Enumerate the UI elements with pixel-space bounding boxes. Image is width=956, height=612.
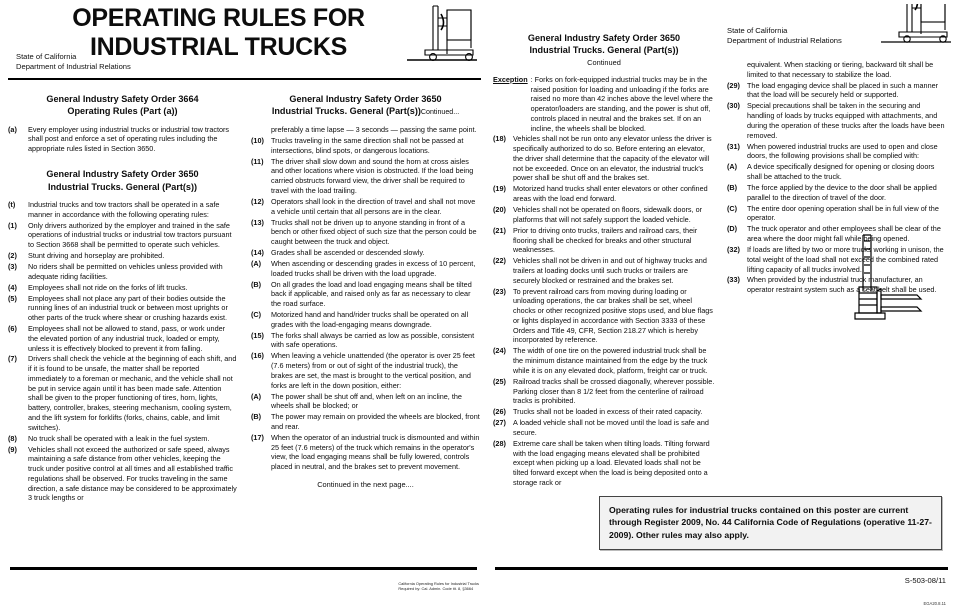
forklift-illustration-icon <box>851 229 937 333</box>
footnote-line-1: California Operating Rules for Industrial Trucks <box>398 580 479 586</box>
rule-label: (6) <box>8 324 17 333</box>
rule-label: (A) <box>251 258 262 268</box>
heading-continued: Continued... <box>420 108 460 117</box>
rule-text: Employees shall not ride on the forks of lift trucks. <box>28 282 188 292</box>
rule-item <box>493 134 715 183</box>
rule-text: The load engaging device shall be placed in such a manner that the load will be securely held or supported. <box>747 80 939 100</box>
rule-text: Extreme care shall be taken when tilting loads. Tilting forward with the load engaging means elevated shall be prohibited except when picking up a load. Elevated loads shall not be tilted forward except when the load is being deposited onto a storage rack or <box>513 438 710 487</box>
rule-item <box>8 294 237 323</box>
rule-text: Special precautions shall be taken in the securing and handling of loads by trucks equipped with attachments, and during the operation of these trucks after the loads have been removed. <box>747 101 945 140</box>
poster-page-right <box>487 0 956 612</box>
heading-line-1: General Industry Safety Order 3664 <box>46 94 199 104</box>
agency-state: State of California <box>16 51 77 61</box>
rule-item <box>251 412 480 432</box>
rule-label: (23) <box>493 286 506 296</box>
form-code: S-503-08/11 <box>904 576 946 585</box>
title-line-2: INDUSTRIAL TRUCKS <box>90 33 347 61</box>
rule-item <box>251 248 480 258</box>
rule-item <box>8 251 237 261</box>
rule-item <box>251 259 480 279</box>
rule-item <box>251 136 480 156</box>
rule-label: (25) <box>493 376 506 386</box>
column-4 <box>727 26 949 489</box>
heading-line-2: Industrial Trucks. General (Part(s)) <box>529 45 679 56</box>
rule-text: Vehicles shall not be run onto any elevator unless the driver is specifically authorized to do so. Before entering an elevator, the driver shall determine that the capacity of the elevator will not be exceeded. Once on an elevator, the industrial truck's power shall be shut off and the brakes set. <box>513 134 712 183</box>
forklift-icon <box>879 4 953 52</box>
rule-label: (21) <box>493 225 506 235</box>
rule-text: Vehicles shall not be operated on floors, sidewalk doors, or platforms that will not safely support the loaded vehicle. <box>513 205 703 224</box>
footnote-left <box>398 581 479 592</box>
rule-label: (A) <box>251 391 262 401</box>
heading-continued: Continued <box>587 57 621 67</box>
right-page-columns <box>493 26 950 489</box>
column-3 <box>493 26 715 489</box>
rule-text: When powered industrial trucks are used to open and close doors, the following provisions shall be complied with: <box>747 141 938 161</box>
rule-text: Vehicles shall not be driven in and out of highway trucks and trailers at loading docks until such trucks or trailers are securely blocked or restrained and the brakes set. <box>513 256 707 285</box>
rule-label: (C) <box>251 310 262 319</box>
rule-item <box>8 324 237 353</box>
rule-text: Employees shall not place any part of their bodies outside the running lines of an industrial truck or between most uprights or other parts of the truck where shear or crushing hazards exist. <box>28 293 228 323</box>
left-page-columns <box>8 87 481 505</box>
rule-item <box>251 392 480 412</box>
rule-text: When ascending or descending grades in excess of 10 percent, loaded trucks shall be driven with the load upgrade. <box>271 258 476 278</box>
rule-label: (16) <box>251 351 264 361</box>
section-heading-3664 <box>8 93 237 118</box>
rule-text: When the operator of an industrial truck is dismounted and within 25 feet (7.6 meters) of the truck which remains in the operator's view, the load engaging means shall be fully lowered, controls placed in neutral, and the brakes set to prevent movement. <box>271 432 480 472</box>
rules-list-3664 <box>8 125 237 154</box>
rule-label: (5) <box>8 293 17 303</box>
rule-text: Grades shall be ascended or descended slowly. <box>271 247 425 257</box>
rules-list-3650-part1 <box>8 200 237 504</box>
heading-line-1: General Industry Safety Order 3650 <box>527 33 681 43</box>
rule-label: (15) <box>251 330 264 340</box>
rule-item <box>8 221 237 250</box>
rule-item <box>493 256 715 285</box>
rule-text: When leaving a vehicle unattended (the operator is over 25 feet (7.6 meters) from or out of sight of the industrial truck), the brakes are set, the mast is brought to the vertical position, and forks are left in the down position, either: <box>271 351 475 390</box>
section-heading-3650 <box>8 168 237 193</box>
rule-label: (8) <box>8 433 17 443</box>
rule-text: Only drivers authorized by the employer and trained in the safe operations of industrial trucks or industrial tow tractors pursuant to Section 3668 shall be permitted to operate such vehicles. <box>28 220 232 250</box>
rule-item <box>727 162 949 182</box>
exception-item <box>493 75 715 134</box>
rule-item <box>493 346 715 375</box>
rule-item <box>251 331 480 351</box>
rule-label: (t) <box>8 199 16 209</box>
rule-text: No riders shall be permitted on vehicles unless provided with adequate riding facilities. <box>28 261 223 281</box>
rule-label: (13) <box>251 217 264 227</box>
continued-note: Continued in the next page.... <box>317 479 414 489</box>
rule-text: The width of one tire on the powered industrial truck shall be the minimum distance maintained from the edge by the truck while it is on any elevated dock, platform, freight car or truck. <box>513 346 708 375</box>
rule-label: (18) <box>493 134 506 144</box>
rule-text: Stunt driving and horseplay are prohibited. <box>28 251 165 260</box>
rule-text: equivalent. When stacking or tiering, backward tilt shall be limited to that necessary to stabilize the load. <box>747 60 934 79</box>
rule-label: (B) <box>727 182 738 192</box>
heading-line-2: Industrial Trucks. General (Part(s)) <box>47 181 198 192</box>
rule-item <box>8 125 237 154</box>
masthead <box>8 4 481 76</box>
rule-text: The truck operator and other employees shall be clear of the area where the door might fall while being opened. <box>747 224 941 244</box>
rules-list-3650-part2 <box>251 125 480 472</box>
rule-text: Drivers shall check the vehicle at the beginning of each shift, and if it is found to be unsafe, the matter shall be reported immediately to a foreman or mechanic, and the vehicle shall not be put in service again until it has been made safe. Attention shall be given to the proper functioning of tires, horn, lights, battery, controller, brakes, steering mechanism, cooling system, and the lift system for forklifts (forks, chains, cable, and limit switches). <box>28 354 237 432</box>
rule-text: The force applied by the device to the door shall be applied parallel to the direction of travel of the door. <box>747 182 937 202</box>
rule-text: Employees shall not be allowed to stand, pass, or work under the elevated portion of any industrial truck, loaded or empty, unless it is effectively blocked to prevent it from falling. <box>28 324 226 353</box>
bottom-divider-left <box>10 567 477 570</box>
agency-department: Department of Industrial Relations <box>16 61 131 71</box>
rule-item <box>727 81 949 101</box>
column-2 <box>251 87 480 505</box>
rule-text: The power may remain on provided the wheels are blocked, front and rear. <box>271 412 480 431</box>
rule-item <box>727 142 949 162</box>
exception-label <box>493 75 528 134</box>
rule-label: (11) <box>251 156 264 166</box>
rule-label: (17) <box>251 432 264 442</box>
rule-label: (14) <box>251 247 264 257</box>
rule-label: (27) <box>493 418 506 428</box>
rule-text: Prior to driving onto trucks, trailers and railroad cars, their flooring shall be checked for breaks and other structural weaknesses. <box>513 225 698 255</box>
rule-item <box>251 310 480 330</box>
heading-line-1: General Industry Safety Order 3650 <box>289 94 442 104</box>
rule-text: The driver shall slow down and sound the horn at cross aisles and other locations where vision is obstructed. If the load being carried obstructs forward view, the driver shall be required to travel with the load trailing. <box>271 156 474 195</box>
rule-text: Trucks shall not be loaded in excess of their rated capacity. <box>513 407 703 417</box>
rule-item <box>493 407 715 417</box>
rule-label: (B) <box>251 279 262 289</box>
rule-text: A loaded vehicle shall not be moved until the load is safe and secure. <box>513 418 709 437</box>
rule-text: Railroad tracks shall be crossed diagonally, wherever possible. Parking closer than 8 1/2 feet from the centerline of railroad tracks is prohibited. <box>513 376 715 406</box>
rule-item <box>8 262 237 282</box>
rule-text: To prevent railroad cars from moving during loading or unloading operations, the car brakes shall be set, wheel chocks or other recognized positive stops used, and blue flags or lights displayed in accordance with Section 3333 of these Orders and Title 49, CFR, Section 218.27 which is hereby incorporated by reference. <box>513 286 713 345</box>
rule-label: (33) <box>727 275 740 285</box>
rule-label: (30) <box>727 101 740 111</box>
rule-label: (20) <box>493 205 506 215</box>
rule-text: preferably a time lapse — 3 seconds — passing the same point. <box>271 125 477 134</box>
rule-text: Motorized hand trucks shall enter elevators or other confined areas with the load end forward. <box>513 184 708 204</box>
rule-label: (28) <box>493 438 506 448</box>
rule-item <box>8 283 237 293</box>
rule-text: Motorized hand and hand/rider trucks shall be operated on all grades with the load-engaging means downgrade. <box>271 310 469 329</box>
rule-label: (26) <box>493 407 506 417</box>
rule-text: Trucks traveling in the same direction shall not be passed at intersections, blind spots, or dangerous locations. <box>271 135 464 155</box>
rule-label: (31) <box>727 141 740 151</box>
rule-item <box>493 184 715 204</box>
rule-item <box>8 354 237 432</box>
title-line-1: OPERATING RULES FOR <box>72 4 365 32</box>
rule-text: Vehicles shall not exceed the authorized or safe speed, always maintaining a safe distance from other vehicles, keeping the truck under positive control at all times and all established traffic regulations shall be observed. For trucks traveling in the same direction, a safe distance may be considered to be approximately 3 truck lengths or <box>28 444 237 503</box>
rule-text: The entire door opening operation shall be in full view of the operator. <box>747 203 939 223</box>
agency-block <box>16 52 131 72</box>
rule-label: (9) <box>8 444 17 454</box>
rule-item <box>493 377 715 406</box>
rule-label: (C) <box>727 203 738 213</box>
rule-label: (10) <box>251 135 264 145</box>
rule-text: The power shall be shut off and, when left on an incline, the wheels shall be blocked; or <box>271 391 462 411</box>
rule-text: If loads are lifted by two or more trucks working in unison, the total weight of the load shall not exceed the combined rated lifting capacity of all trucks involved. <box>747 245 944 274</box>
rule-item <box>8 200 237 220</box>
rule-item <box>251 157 480 196</box>
heading-line-2: Operating Rules (Part (a)) <box>67 106 178 117</box>
rule-text: When provided by the industrial truck manufacturer, an operator restraint system such as a seat belt shall be used. <box>747 275 937 295</box>
rule-item <box>727 60 949 80</box>
exception-label-text: Exception <box>493 74 528 84</box>
masthead-divider <box>8 78 481 80</box>
heading-line-1: General Industry Safety Order 3650 <box>46 169 199 180</box>
rule-label: (1) <box>8 220 17 230</box>
rule-item <box>251 218 480 247</box>
rule-label: (12) <box>251 196 264 206</box>
rule-item <box>8 434 237 444</box>
forklift-icon <box>403 4 479 68</box>
rule-label: (29) <box>727 80 740 90</box>
rule-item <box>8 445 237 504</box>
rule-item <box>493 439 715 488</box>
rule-label: (19) <box>493 184 506 194</box>
section-heading-3650-cont2 <box>493 32 715 68</box>
rule-label: (A) <box>727 162 738 172</box>
rule-label: (D) <box>727 224 738 234</box>
rule-text: No truck shall be operated with a leak in the fuel system. <box>28 433 210 443</box>
rule-label: (4) <box>8 282 17 292</box>
rule-text: Trucks shall not be driven up to anyone standing in front of a bench or other fixed object of such size that the person could be caught between the truck and object. <box>271 217 477 246</box>
rule-item <box>251 197 480 217</box>
column-1 <box>8 87 237 505</box>
rule-item <box>727 101 949 140</box>
rule-label: (24) <box>493 346 506 356</box>
print-code: EGA20.8.11 <box>923 601 946 606</box>
rule-item <box>493 418 715 438</box>
rule-item <box>251 280 480 309</box>
section-heading-3650-continued <box>251 93 480 118</box>
rule-item <box>493 205 715 225</box>
rule-text: Operators shall look in the direction of travel and shall not move a vehicle until certain that all persons are in the clear. <box>271 196 476 216</box>
currency-notice: Operating rules for industrial trucks contained on this poster are current through Register 2009, No. 44 California Code of Regulations (operative 11-27-2009). Other rules may also apply. <box>599 496 942 550</box>
rule-label: (a) <box>8 124 17 134</box>
rule-label: (7) <box>8 354 17 364</box>
rule-text: A device specifically designed for opening or closing doors shall be attached to the truck. <box>747 162 935 181</box>
rule-text: Every employer using industrial trucks or industrial tow tractors shall post and enforce a set of operating rules including the appropriate rules listed in Section 3650. <box>28 124 230 154</box>
rule-item <box>251 433 480 472</box>
exception-text: : Forks on fork-equipped industrial trucks may be in the raised position for loading and unloading if the forks are raised no more than 42 inches above the level where the operator/loaders are standing, and the power is shut off, controls placed in neutral and the brakes set. If on an incline, the wheels shall be blocked. <box>530 74 713 133</box>
rule-item <box>493 226 715 255</box>
rule-text: On all grades the load and load engaging means shall be tilted back if applicable, and raised only as far as necessary to clear the road surface. <box>271 279 472 309</box>
agency-department: Department of Industrial Relations <box>727 36 842 46</box>
heading-line-2: Industrial Trucks. General (Part(s)) <box>271 106 421 117</box>
rule-item <box>251 351 480 390</box>
rule-label: (32) <box>727 245 740 254</box>
rule-item <box>727 204 949 224</box>
footnote-line-2: Required by: Cal. Admin. Code tit. 8, §3664 <box>398 586 474 592</box>
rule-label: (3) <box>8 261 17 271</box>
rule-item <box>251 125 480 135</box>
rule-label: (22) <box>493 256 506 266</box>
rule-label: (2) <box>8 251 17 260</box>
rule-item <box>493 287 715 346</box>
bottom-divider-right <box>495 567 948 570</box>
rule-text: Industrial trucks and tow tractors shall be operated in a safe manner in accordance with the following operating rules: <box>28 199 220 219</box>
rules-list-3650-part3 <box>493 75 715 488</box>
rule-label: (B) <box>251 412 262 422</box>
rule-text: The forks shall always be carried as low as possible, consistent with safe operations. <box>271 330 475 350</box>
rule-item <box>727 183 949 203</box>
agency-state: State of California <box>727 26 788 35</box>
